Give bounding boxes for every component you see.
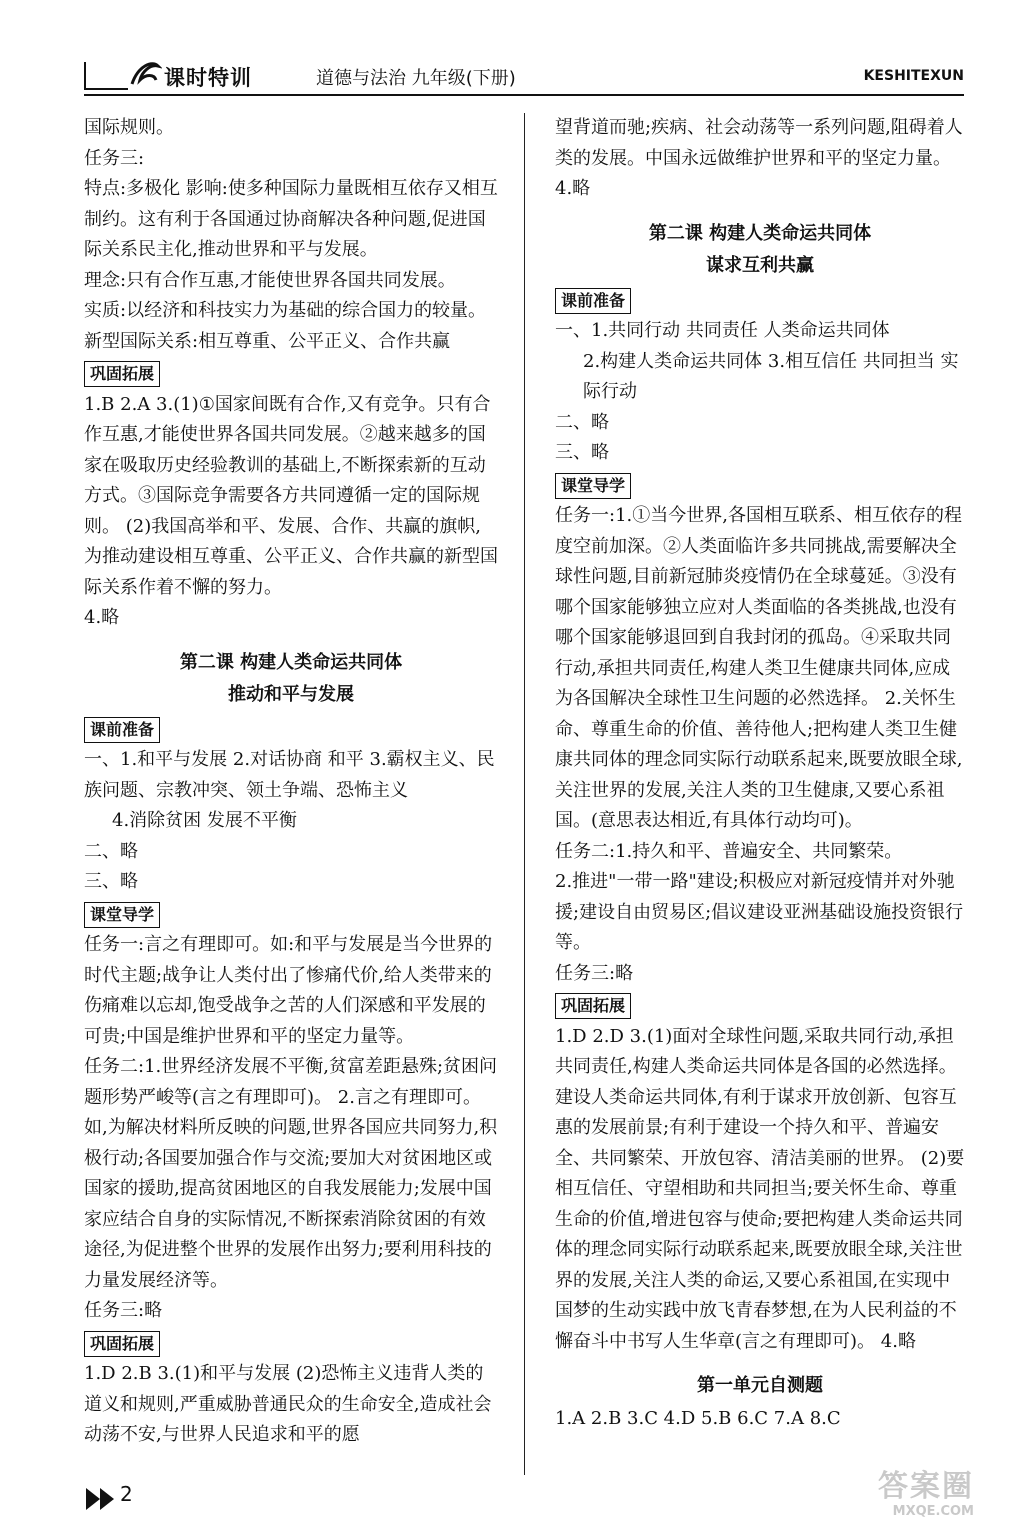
lesson-title: 第二课 构建人类命运共同体 bbox=[648, 222, 872, 244]
text-line: 实质:以经济和科技实力为基础的综合国力的较量。新型国际关系:相互尊重、公平正义、合作共赢 bbox=[84, 300, 487, 352]
text-line: 特点:多极化 影响:使多种国际力量既相互依存又相互制约。这有利于各国通过协商解决各种问题,促进国际关系民主化,推动世界和平与发展。 bbox=[84, 178, 498, 260]
header-divider bbox=[84, 94, 964, 96]
answer-line: 任务三:略 bbox=[555, 962, 634, 984]
answer-block: 望背道而驰;疾病、社会动荡等一系列问题,阻碍着人类的发展。中国永远做维护世界和平的坚定力量。 4.略 bbox=[555, 117, 963, 199]
answer-block: 任务二:1.世界经济发展不平衡,贫富差距悬殊;贫困问题形势严峻等(言之有理即可)。 2.言之有理即可。如,为解决材料所反映的问题,世界各国应共同努力,积极行动;各国要加强合作与交流;要加大对贫困地区或国家的援助,提高贫困地区的自我发展能力;发展中国家应结合自身的实际情况,不断探索消除贫困的有效途径,为促进整个世界的发展作出努力;要利用科技的力量发展经济等。 bbox=[84, 1056, 498, 1291]
section-tag-consolidate: 巩固拓展 bbox=[84, 1331, 160, 1357]
lesson-title: 第二课 构建人类命运共同体 bbox=[179, 651, 403, 673]
subject-title: 道德与法治 九年级(下册) bbox=[316, 68, 516, 89]
section-tag-prep: 课前准备 bbox=[555, 288, 631, 314]
left-column bbox=[84, 113, 498, 1451]
answer-line: 4.消除贫困 发展不平衡 bbox=[112, 810, 297, 831]
logo-frame bbox=[84, 62, 128, 90]
answer-block: 2.推进"一带一路"建设;积极应对新冠疫情并对外驰援;建设自由贸易区;倡议建设亚洲基础设施投资银行等。 bbox=[555, 871, 964, 953]
answer-block: 1.D 2.B 3.(1)和平与发展 (2)恐怖主义违背人类的道义和规则,严重威胁普通民众的生命安全,造成社会动荡不安,与世界人民追求和平的愿 bbox=[84, 1363, 492, 1445]
answer-block: 任务一:言之有理即可。如:和平与发展是当今世界的时代主题;战争让人类付出了惨痛代价,给人类带来的伤痛难以忘却,饱受战争之苦的人们深感和平发展的可贵;中国是维护世界和平的坚定力量等。 bbox=[84, 934, 493, 1047]
page-arrow-icon bbox=[84, 1486, 124, 1512]
answer-line: 4.略 bbox=[84, 607, 120, 628]
answer-line: 任务二:1.持久和平、普遍安全、共同繁荣。 bbox=[555, 840, 903, 862]
right-column bbox=[555, 113, 965, 1434]
section-tag-prep: 课前准备 bbox=[84, 717, 160, 743]
lesson-subtitle: 推动和平与发展 bbox=[228, 684, 354, 705]
brand-title: 课时特训 bbox=[164, 66, 252, 90]
answer-block: 一、1.和平与发展 2.对话协商 和平 3.霸权主义、民族问题、宗教冲突、领土争端、恐怖主义 bbox=[84, 749, 495, 801]
answer-line: 二、略 bbox=[84, 840, 138, 862]
answer-line: 三、略 bbox=[84, 871, 138, 892]
answer-block: 1.D 2.D 3.(1)面对全球性问题,采取共同行动,承担共同责任,构建人类命运共同体是各国的必然选择。建设人类命运共同体,有利于谋求开放创新、包容互惠的发展前景;有利于建设一个持久和平、普遍安全、共同繁荣、开放包容、清洁美丽的世界。 (2)要相互信任、守望相助和共同担当;要关怀生命、尊重生命的价值,增进包容与使命;要把构建人类命运共同体的理念同实际行动联系起来,既要放眼全球,关注世界的发展,关注人类的命运,又要心系祖国,在实现中国梦的生动实践中放飞青春梦想,在为人民利益的不懈奋斗中书写人生华章(言之有理即可)。 4.略 bbox=[555, 1025, 965, 1352]
answer-block: 1.B 2.A 3.(1)①国家间既有合作,又有竞争。只有合作互惠,才能使世界各国共同发展。②越来越多的国家在吸取历史经验教训的基础上,不断探索新的互动方式。③国际竞争需要各方共同遵循一定的国际规则。 (2)我国高举和平、发展、合作、共赢的旗帜,为推动建设相互尊重、公平正义、合作共赢的新型国际关系作着不懈的努力。 bbox=[84, 393, 498, 598]
brand-pinyin: KESHITEXUN bbox=[863, 68, 964, 84]
answer-line: 2.构建人类命运共同体 3.相互信任 共同担当 实际行动 bbox=[583, 350, 959, 402]
section-tag-guide: 课堂导学 bbox=[84, 902, 160, 928]
text-line: 理念:只有合作互惠,才能使世界各国共同发展。 bbox=[84, 269, 456, 291]
text-line: 任务三: bbox=[84, 147, 145, 169]
page-number: 2 bbox=[120, 1482, 133, 1506]
unit-test-title: 第一单元自测题 bbox=[697, 1375, 823, 1396]
answer-line: 任务三:略 bbox=[84, 1300, 163, 1321]
section-tag-consolidate: 巩固拓展 bbox=[555, 993, 631, 1019]
answer-line: 一、1.共同行动 共同责任 人类命运共同体 bbox=[555, 320, 890, 341]
text-line: 国际规则。 bbox=[84, 117, 174, 138]
lesson-subtitle: 谋求互利共赢 bbox=[706, 255, 814, 276]
watermark-url: MXQE.COM bbox=[892, 1504, 974, 1519]
watermark-logo: 答案圈 bbox=[878, 1469, 974, 1504]
answer-line: 二、略 bbox=[555, 411, 609, 433]
brand-logo-icon bbox=[128, 58, 162, 90]
page-header bbox=[84, 58, 964, 94]
column-divider bbox=[524, 113, 525, 1475]
section-tag-guide: 课堂导学 bbox=[555, 473, 631, 499]
answer-block: 任务一:1.①当今世界,各国相互联系、相互依存的程度空前加深。②人类面临许多共同挑战,需要解决全球性问题,目前新冠肺炎疫情仍在全球蔓延。③没有哪个国家能够独立应对人类面临的各类挑战,也没有哪个国家能够退回到自我封闭的孤岛。④采取共同行动,承担共同责任,构建人类卫生健康共同体,应成为各国解决全球性卫生问题的必然选择。 2.关怀生命、尊重生命的价值、善待他人;把构建人类卫生健康共同体的理念同实际行动联系起来,既要放眼全球,关注世界的发展,关注人类的卫生健康,又要心系祖国。(意思表达相近,有具体行动均可)。 bbox=[555, 505, 963, 831]
section-tag-consolidate: 巩固拓展 bbox=[84, 361, 160, 387]
answer-line: 三、略 bbox=[555, 442, 609, 463]
watermark bbox=[818, 1470, 974, 1530]
answer-line: 1.A 2.B 3.C 4.D 5.B 6.C 7.A 8.C bbox=[555, 1407, 841, 1429]
